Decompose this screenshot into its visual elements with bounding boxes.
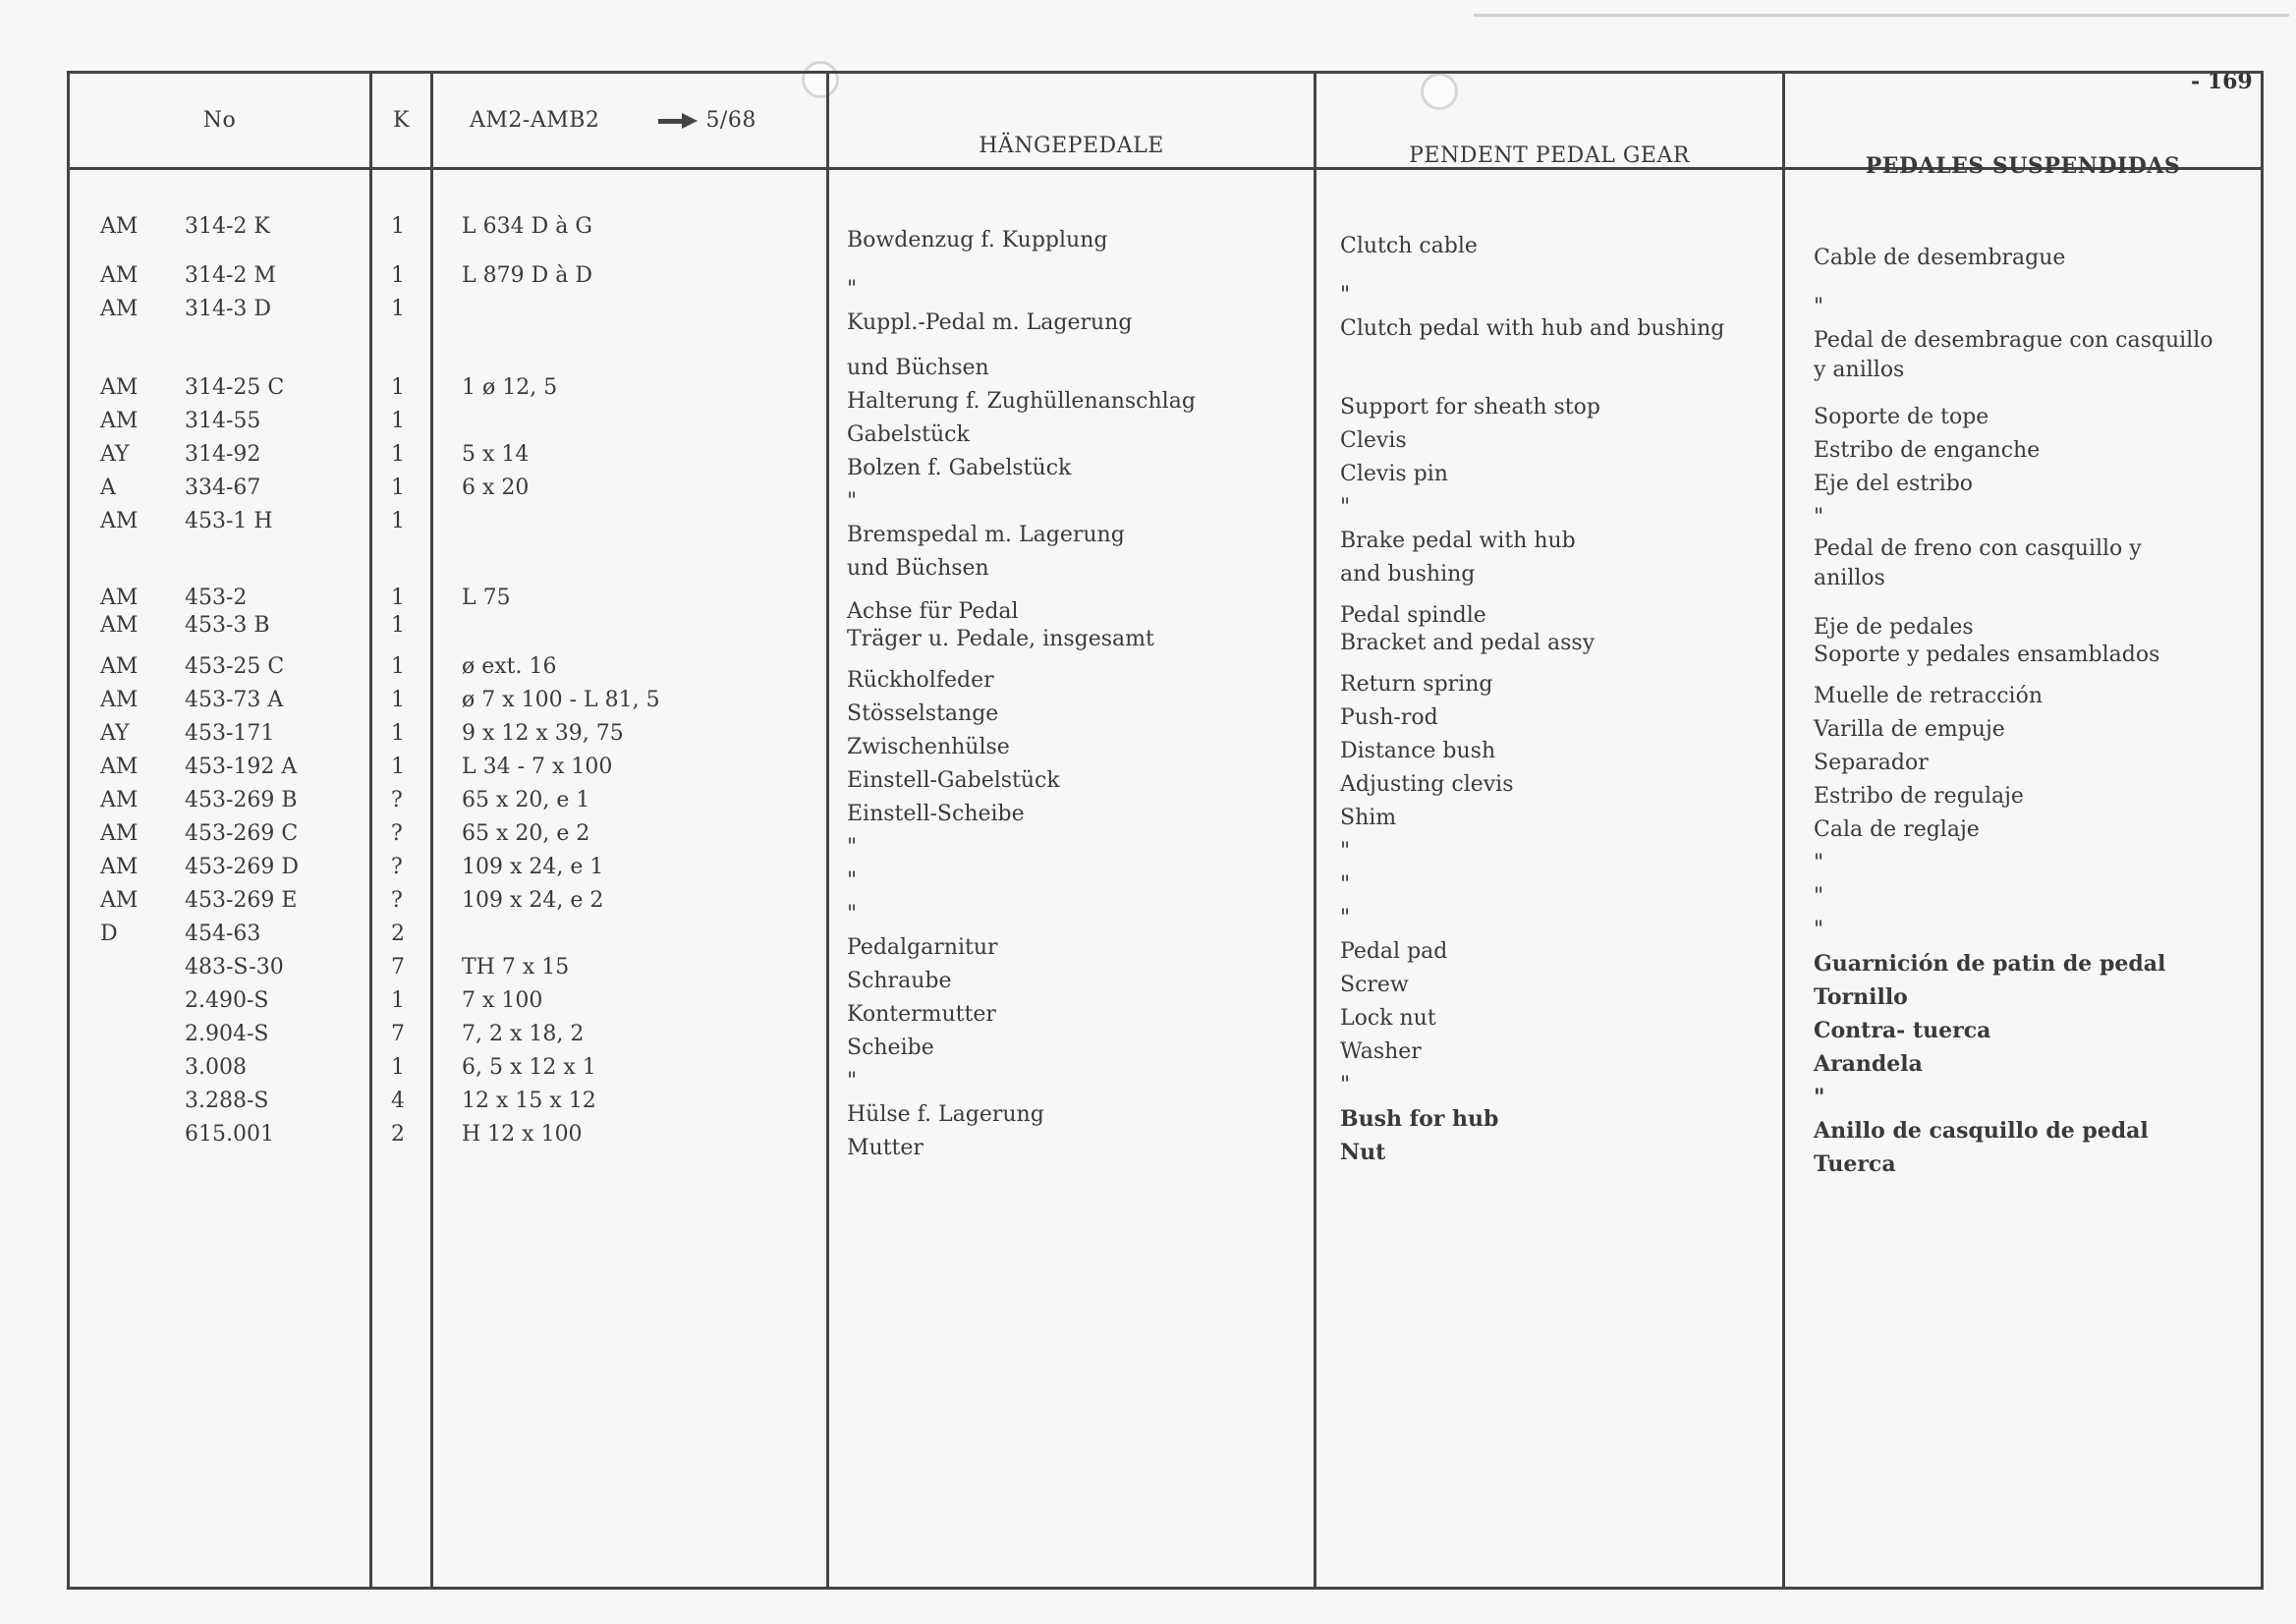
cell-de: Mutter (847, 1136, 924, 1160)
cell-en: Return spring (1340, 672, 1493, 697)
cell-dim: 9 x 12 x 39, 75 (462, 721, 624, 746)
cell-k: 4 (391, 1089, 405, 1113)
cell-dim: 5 x 14 (462, 442, 530, 467)
cell-k: 1 (391, 297, 405, 321)
cell-en: " (1340, 872, 1351, 897)
cell-dim: 109 x 24, e 2 (462, 888, 604, 913)
cell-de: Scheibe (847, 1036, 934, 1060)
cell-k: 7 (391, 955, 405, 980)
cell-num: 314-55 (185, 409, 261, 433)
cell-en: Clevis pin (1340, 462, 1448, 486)
cell-en: Nut (1340, 1140, 1386, 1165)
cell-num: 314-2 M (185, 263, 276, 288)
cell-de: " (847, 489, 858, 514)
cell-k: 2 (391, 1122, 405, 1147)
cell-en: Lock nut (1340, 1006, 1436, 1031)
cell-de: " (847, 277, 858, 302)
cell-k: 1 (391, 476, 405, 500)
header-english: PENDENT PEDAL GEAR (1409, 143, 1690, 168)
header-german: HÄNGEPEDALE (979, 134, 1164, 158)
cell-de: Schraube (847, 969, 952, 993)
cell-dim: 1 ø 12, 5 (462, 375, 558, 400)
cell-num: 3.288-S (185, 1089, 269, 1113)
cell-k: 1 (391, 721, 405, 746)
cell-pre: AM (100, 297, 139, 321)
cell-k: 1 (391, 1055, 405, 1080)
cell-es: " (1814, 1085, 1825, 1110)
cell-en: Push-rod (1340, 705, 1438, 730)
cell-de: Rückholfeder (847, 668, 994, 693)
cell-dim: 6, 5 x 12 x 1 (462, 1055, 596, 1080)
cell-dim: L 879 D à D (462, 263, 592, 288)
cell-en: Washer (1340, 1039, 1422, 1064)
cell-k: ? (391, 855, 403, 879)
cell-de: Halterung f. Zughüllenanschlag (847, 389, 1196, 414)
cell-dim: 65 x 20, e 1 (462, 788, 590, 812)
cell-de: Stösselstange (847, 701, 999, 726)
cell-es: Tuerca (1814, 1151, 1896, 1177)
cell-en: " (1340, 283, 1351, 308)
cell-de: Bremspedal m. Lagerung (847, 523, 1125, 547)
cell-k: 2 (391, 922, 405, 946)
cell-en: Clutch cable (1340, 234, 1478, 258)
cell-es: " (1814, 851, 1824, 875)
cell-pre: AM (100, 509, 139, 533)
cell-pre: AY (100, 721, 130, 746)
cell-es: " (1814, 295, 1824, 319)
cell-pre: AM (100, 586, 139, 610)
cell-es: Tornillo (1814, 984, 1908, 1010)
cell-pre: AM (100, 821, 139, 846)
cell-pre: AM (100, 654, 139, 679)
cell-num: 453-269 E (185, 888, 298, 913)
cell-de: Einstell-Scheibe (847, 802, 1025, 826)
cell-dim: 7 x 100 (462, 988, 543, 1013)
cell-num: 314-92 (185, 442, 261, 467)
cell-de: " (847, 835, 858, 860)
cell-num: 2.490-S (185, 988, 269, 1013)
cell-en: Bush for hub (1340, 1106, 1499, 1132)
cell-en: and bushing (1340, 562, 1476, 587)
cell-es: y anillos (1814, 358, 1905, 382)
cell-pre: AM (100, 855, 139, 879)
cell-pre: AM (100, 888, 139, 913)
cell-num: 454-63 (185, 922, 261, 946)
cell-num: 453-3 B (185, 613, 270, 638)
cell-es: Soporte de tope (1814, 405, 1989, 429)
cell-num: 314-25 C (185, 375, 285, 400)
cell-dim: ø ext. 16 (462, 654, 557, 679)
cell-k: 1 (391, 263, 405, 288)
cell-dim: 6 x 20 (462, 476, 530, 500)
cell-es: Separador (1814, 751, 1929, 775)
cell-k: 1 (391, 755, 405, 779)
cell-en: Adjusting clevis (1340, 772, 1514, 797)
cell-pre: AM (100, 263, 139, 288)
cell-de: Pedalgarnitur (847, 935, 998, 960)
cell-de: Gabelstück (847, 422, 970, 447)
cell-es: Estribo de regulaje (1814, 784, 2024, 809)
cell-k: 1 (391, 613, 405, 638)
cell-en: Pedal pad (1340, 939, 1448, 964)
cell-num: 453-269 B (185, 788, 298, 812)
cell-pre: AY (100, 442, 130, 467)
cell-de: Bowdenzug f. Kupplung (847, 228, 1108, 252)
model-code: AM2-AMB2 (470, 108, 600, 133)
model-ref: 5/68 (705, 108, 756, 133)
cell-de: Zwischenhülse (847, 735, 1010, 759)
cell-es: Anillo de casquillo de pedal (1814, 1118, 2149, 1144)
cell-es: Eje del estribo (1814, 472, 1974, 496)
cell-es: " (1814, 918, 1824, 942)
cell-de: " (847, 902, 858, 926)
cell-num: 314-3 D (185, 297, 272, 321)
cell-es: " (1814, 884, 1824, 909)
column-divider (430, 74, 433, 1587)
cell-k: 1 (391, 688, 405, 712)
header-model (470, 108, 756, 133)
cell-num: 3.008 (185, 1055, 247, 1080)
cell-pre: D (100, 922, 118, 946)
cell-k: 1 (391, 509, 405, 533)
cell-dim: ø 7 x 100 - L 81, 5 (462, 688, 660, 712)
cell-num: 453-269 D (185, 855, 300, 879)
cell-k: 1 (391, 409, 405, 433)
cell-es: Muelle de retracción (1814, 684, 2043, 708)
cell-es: Estribo de enganche (1814, 438, 2041, 463)
cell-en: " (1340, 1073, 1351, 1097)
cell-pre: AM (100, 375, 139, 400)
cell-es: anillos (1814, 566, 1885, 590)
cell-dim: H 12 x 100 (462, 1122, 583, 1147)
cell-de: Kontermutter (847, 1002, 996, 1027)
cell-dim: 12 x 15 x 12 (462, 1089, 596, 1113)
cell-pre: AM (100, 688, 139, 712)
cell-en: Clutch pedal with hub and bushing (1340, 316, 1725, 341)
cell-dim: 65 x 20, e 2 (462, 821, 590, 846)
cell-es: Cable de desembrague (1814, 246, 2066, 270)
cell-es: Pedal de desembrague con casquillo (1814, 328, 2213, 353)
scan-edge-line (1474, 14, 2289, 17)
cell-en: Pedal spindle (1340, 603, 1486, 628)
cell-de: Einstell-Gabelstück (847, 768, 1060, 793)
column-divider (1782, 74, 1785, 1587)
cell-num: 453-25 C (185, 654, 285, 679)
cell-k: ? (391, 821, 403, 846)
cell-de: Achse für Pedal (847, 599, 1019, 624)
cell-en: Shim (1340, 806, 1397, 830)
cell-es: Pedal de freno con casquillo y (1814, 536, 2142, 561)
column-divider (826, 74, 829, 1587)
cell-en: " (1340, 906, 1351, 930)
cell-en: Screw (1340, 973, 1409, 997)
cell-de: " (847, 1069, 858, 1093)
cell-dim: 109 x 24, e 1 (462, 855, 604, 879)
cell-de: und Büchsen (847, 556, 989, 581)
cell-num: 334-67 (185, 476, 261, 500)
header-spanish: PEDALES SUSPENDIDAS (1865, 153, 2181, 179)
cell-en: " (1340, 495, 1351, 520)
header-k: K (393, 108, 410, 133)
cell-num: 453-269 C (185, 821, 299, 846)
cell-en: Distance bush (1340, 739, 1496, 763)
cell-num: 314-2 K (185, 214, 270, 239)
cell-de: Träger u. Pedale, insgesamt (847, 627, 1154, 651)
cell-num: 453-192 A (185, 755, 298, 779)
cell-pre: AM (100, 214, 139, 239)
cell-k: 1 (391, 988, 405, 1013)
cell-pre: AM (100, 613, 139, 638)
cell-es: Guarnición de patin de pedal (1814, 951, 2166, 977)
cell-num: 453-2 (185, 586, 248, 610)
cell-k: ? (391, 788, 403, 812)
cell-en: Brake pedal with hub (1340, 529, 1576, 553)
cell-es: Soporte y pedales ensamblados (1814, 643, 2160, 667)
cell-es: Contra- tuerca (1814, 1018, 1991, 1043)
cell-pre: AM (100, 409, 139, 433)
cell-dim: L 75 (462, 586, 511, 610)
cell-k: 1 (391, 586, 405, 610)
column-divider (1314, 74, 1316, 1587)
cell-en: Support for sheath stop (1340, 395, 1600, 420)
cell-k: 1 (391, 654, 405, 679)
cell-es: Arandela (1814, 1051, 1923, 1077)
cell-k: ? (391, 888, 403, 913)
page-number: - 169 (2191, 69, 2253, 94)
cell-num: 2.904-S (185, 1022, 269, 1046)
cell-de: Hülse f. Lagerung (847, 1102, 1044, 1127)
cell-k: 7 (391, 1022, 405, 1046)
cell-dim: L 634 D à G (462, 214, 592, 239)
header-no: No (202, 108, 237, 133)
cell-en: " (1340, 839, 1351, 864)
cell-k: 1 (391, 442, 405, 467)
cell-num: 483-S-30 (185, 955, 284, 980)
cell-es: Cala de reglaje (1814, 817, 1980, 842)
cell-dim: TH 7 x 15 (462, 955, 570, 980)
cell-es: Varilla de empuje (1814, 717, 2005, 742)
cell-dim: 7, 2 x 18, 2 (462, 1022, 585, 1046)
cell-de: und Büchsen (847, 356, 989, 380)
cell-en: Bracket and pedal assy (1340, 631, 1596, 655)
cell-num: 615.001 (185, 1122, 274, 1147)
cell-num: 453-73 A (185, 688, 284, 712)
cell-pre: AM (100, 788, 139, 812)
cell-num: 453-1 H (185, 509, 273, 533)
cell-pre: AM (100, 755, 139, 779)
cell-k: 1 (391, 375, 405, 400)
arrow-right-icon (658, 114, 698, 128)
cell-de: " (847, 868, 858, 893)
column-divider (369, 74, 372, 1587)
cell-es: Eje de pedales (1814, 615, 1974, 640)
cell-de: Bolzen f. Gabelstück (847, 456, 1072, 480)
cell-num: 453-171 (185, 721, 275, 746)
cell-pre: A (100, 476, 116, 500)
cell-k: 1 (391, 214, 405, 239)
cell-de: Kuppl.-Pedal m. Lagerung (847, 310, 1133, 335)
cell-en: Clevis (1340, 428, 1407, 453)
cell-es: " (1814, 505, 1824, 530)
cell-dim: L 34 - 7 x 100 (462, 755, 613, 779)
